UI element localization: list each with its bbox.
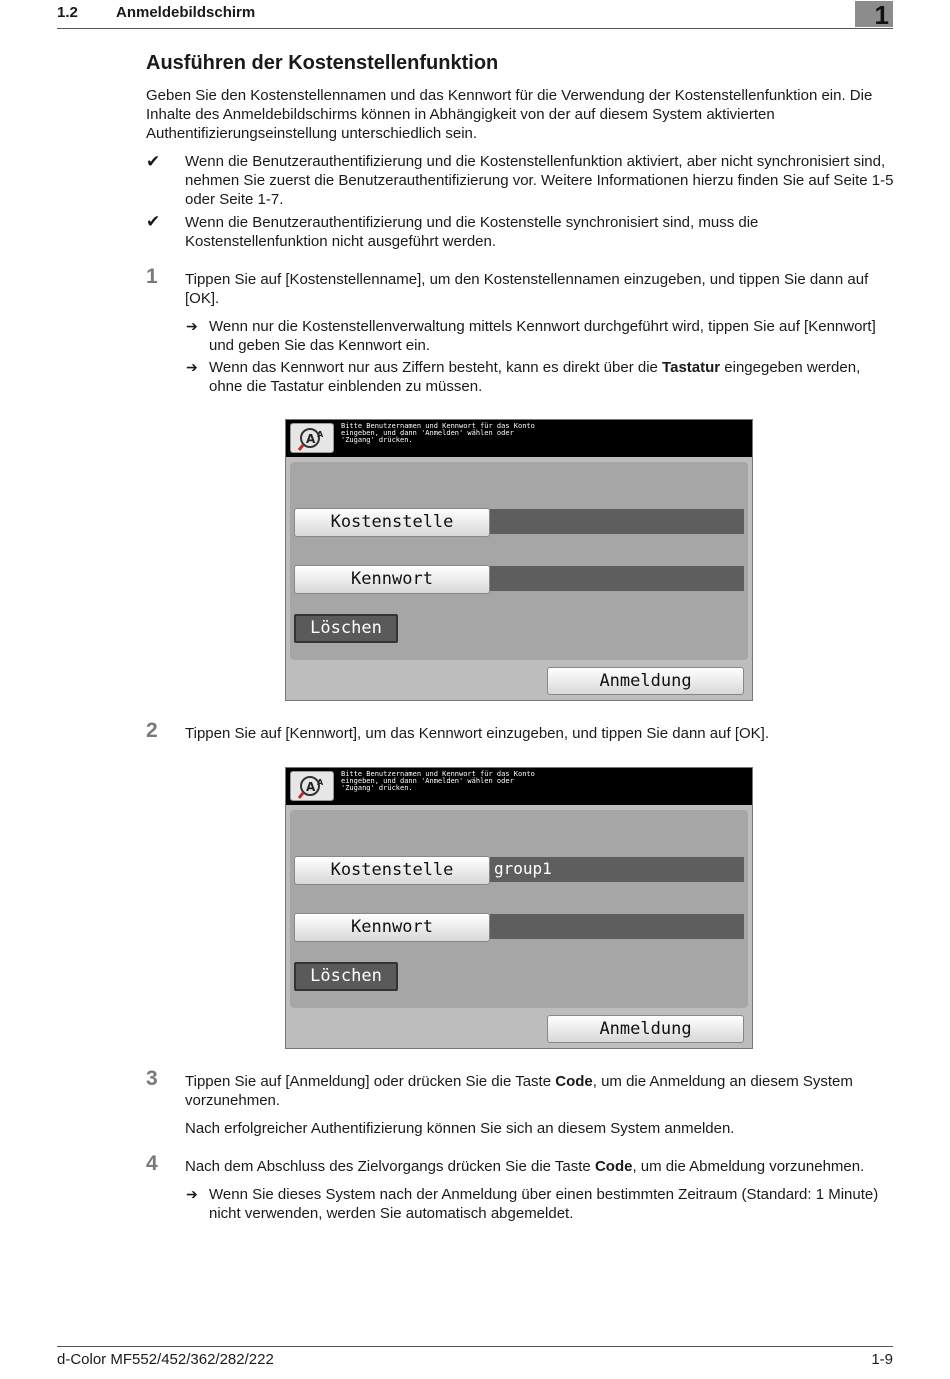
panel-message: Bitte Benutzernamen und Kennwort für das Konto eingeben, und dann 'Anmelden' wählen oder 'Zugang' drücken. [341,770,535,792]
svg-text:A: A [306,432,316,446]
step-note: Nach erfolgreicher Authentifizierung können Sie sich an diesem System anmelden. [185,1120,735,1137]
arrow-icon: ➔ [186,318,198,334]
clear-button[interactable]: Löschen [294,962,398,991]
page-header [57,0,893,29]
svg-text:A: A [317,778,324,787]
section-title: Anmeldebildschirm [116,4,256,21]
account-button[interactable]: Kostenstelle [294,508,490,537]
login-button[interactable]: Anmeldung [547,1015,744,1043]
step-text-part: Tippen Sie auf [Anmeldung] oder drücken Sie die Taste [185,1073,556,1090]
step-text: Tippen Sie auf [Kennwort], um das Kennwort einzugeben, und tippen Sie dann auf [OK]. [185,725,769,742]
step-number: 2 [146,719,158,742]
key-name: Code [594,1158,633,1175]
message-bar [286,420,752,457]
step-substep: Wenn nur die Kostenstellenverwaltung mittels Kennwort durchgeführt wird, tippen Sie auf [Kennwort] und geben Sie das Kennwort ein. [209,318,876,354]
step-substep: Wenn Sie dieses System nach der Anmeldung über einen bestimmten Zeitraum (Standard: 1 Minute) nicht verwenden, werden Sie automatisch abgemeldet. [209,1186,879,1222]
clear-button[interactable]: Löschen [294,614,398,643]
step-substep [209,358,895,396]
substep-text: Wenn das Kennwort nur aus Ziffern besteht, kann es direkt über die [209,359,663,376]
account-logo-icon [290,771,334,801]
login-button[interactable]: Anmeldung [547,667,744,695]
key-name: Tastatur [662,359,721,376]
message-bar [286,768,752,805]
panel-message: Bitte Benutzernamen und Kennwort für das Konto eingeben, und dann 'Anmelden' wählen oder 'Zugang' drücken. [341,422,535,444]
page-title: Ausführen der Kostenstellenfunktion [146,52,499,74]
login-panel-screenshot [285,767,753,1049]
password-button[interactable]: Kennwort [294,913,490,942]
step-text-part: Nach dem Abschluss des Zielvorgangs drücken Sie die Taste [185,1158,595,1175]
account-field[interactable] [490,509,744,534]
intro-paragraph: Geben Sie den Kostenstellennamen und das Kennwort für die Verwendung der Kostenstellenfunktion ein. Die Inhalte des Anmeldebildschirms können in Abhängigkeit von der auf diesem System aktivierten Authentifizierungseinstellung unterschiedlich sein. [146,87,873,142]
chapter-number: 1 [874,0,889,30]
step-text: Tippen Sie auf [Kostenstellenname], um den Kostenstellennamen einzugeben, und tippen Sie dann auf [OK]. [185,271,869,307]
page-footer [57,1346,893,1368]
check-icon: ✔ [146,212,161,231]
step-text-part: , um die Abmeldung vorzunehmen. [632,1158,865,1175]
svg-text:A: A [306,780,316,794]
svg-text:A: A [317,430,324,439]
key-name: Code [555,1073,593,1090]
account-button[interactable]: Kostenstelle [294,856,490,885]
login-panel-screenshot [285,419,753,701]
panel-body [290,462,748,660]
model-name: d-Color MF552/452/362/282/222 [57,1351,274,1368]
step-text [185,1072,895,1110]
account-field[interactable]: group1 [490,857,744,882]
step-number: 1 [146,265,158,288]
arrow-icon: ➔ [186,359,198,375]
step-number: 4 [146,1152,158,1175]
section-number: 1.2 [57,4,78,21]
step-text [185,1157,895,1176]
check-item: Wenn die Benutzerauthentifizierung und die Kostenstelle synchronisiert sind, muss die Kostenstellenfunktion nicht ausgeführt werden. [185,214,759,250]
page-number: 1-9 [871,1351,893,1368]
check-icon: ✔ [146,152,161,171]
check-item: Wenn die Benutzerauthentifizierung und die Kostenstellenfunktion aktiviert, aber nicht synchronisiert sind, nehmen Sie zuerst die Benutzerauthentifizierung vor. Weitere Informationen hierzu finden Sie auf Seite 1-5 oder Seite 1-7. [185,153,894,208]
substep-text: eingegeben werden, ohne die Tastatur einblenden zu müssen. [209,359,861,395]
account-logo-icon [290,423,334,453]
panel-body [290,810,748,1008]
arrow-icon: ➔ [186,1186,198,1202]
step-text-part: , um die Anmeldung an diesem System vorzunehmen. [185,1073,853,1109]
step-number: 3 [146,1067,158,1090]
password-field[interactable] [490,914,744,939]
chapter-tab [855,0,893,30]
password-button[interactable]: Kennwort [294,565,490,594]
password-field[interactable] [490,566,744,591]
